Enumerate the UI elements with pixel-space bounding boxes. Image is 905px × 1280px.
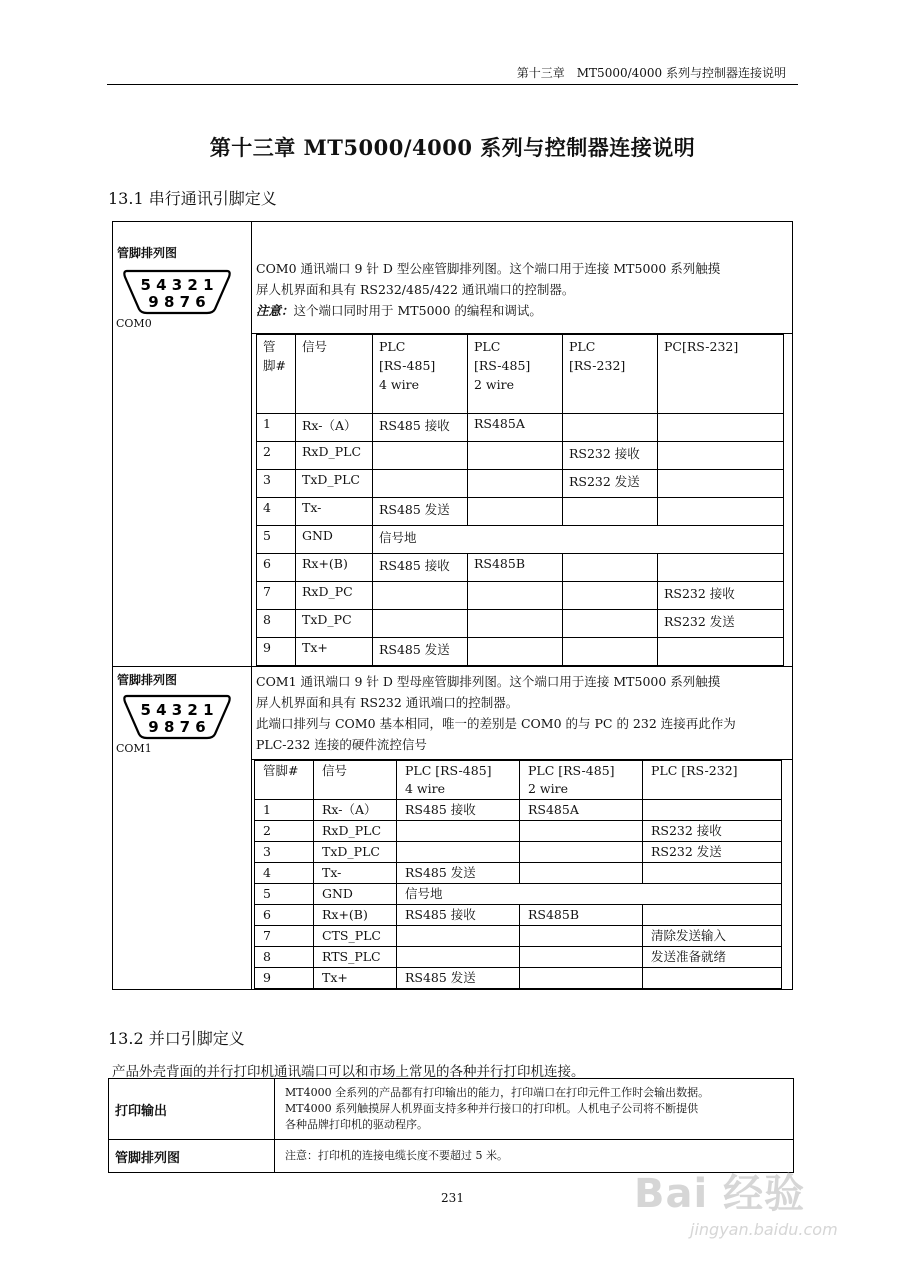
serial-pin-table	[112, 221, 793, 990]
table-cell: Rx-（A）	[314, 800, 397, 821]
table-cell	[373, 442, 468, 470]
table-cell	[520, 947, 643, 968]
pins-bottom-text: 9 8 7 6	[148, 718, 206, 736]
com0-note	[256, 300, 788, 321]
table-cell: RS485 接收	[373, 554, 468, 582]
table-cell	[468, 638, 563, 666]
pin-diagram-note: 注意：打印机的连接电缆长度不要超过 5 米。	[275, 1140, 794, 1173]
table-row	[257, 582, 784, 610]
section-title-13-1: 13.1 串行通讯引脚定义	[108, 189, 277, 208]
table-cell: 信号地	[397, 884, 782, 905]
print-desc-line: 各种品牌打印机的驱动程序。	[285, 1118, 428, 1131]
table-row	[255, 842, 782, 863]
table-cell: RS232 发送	[658, 610, 784, 638]
table-cell: 9	[255, 968, 314, 989]
table-cell	[397, 842, 520, 863]
pin-diagram-label: 管脚排列图	[109, 1140, 275, 1173]
header-cell: PLC [RS-485] 2 wire	[520, 761, 643, 800]
print-output-label: 打印输出	[109, 1079, 275, 1140]
print-output-row	[109, 1079, 794, 1140]
table-cell	[520, 968, 643, 989]
table-cell	[563, 554, 658, 582]
table-cell: RS485A	[520, 800, 643, 821]
com0-desc-line: 屏人机界面和具有 RS232/485/422 通讯端口的控制器。	[256, 282, 575, 297]
table-cell: 7	[255, 926, 314, 947]
table-row	[257, 414, 784, 442]
table-cell	[373, 610, 468, 638]
table-cell: 6	[257, 554, 296, 582]
table-cell: CTS_PLC	[314, 926, 397, 947]
table-cell	[373, 470, 468, 498]
table-cell	[658, 498, 784, 526]
watermark-brand: Bai 经验	[634, 1171, 806, 1217]
table-cell: Rx-（A）	[296, 414, 373, 442]
table-row	[257, 470, 784, 498]
table-row	[257, 638, 784, 666]
pins-top-text: 5 4 3 2 1	[140, 276, 214, 294]
header-cell: PLC [RS-485] 4 wire	[373, 335, 468, 414]
table-cell	[563, 414, 658, 442]
header-cell: 信号	[314, 761, 397, 800]
table-cell	[397, 926, 520, 947]
table-cell: Tx+	[296, 638, 373, 666]
com0-desc-line: COM0 通讯端口 9 针 D 型公座管脚排列图。这个端口用于连接 MT5000 系列触摸	[256, 261, 721, 276]
table-cell: RS485 发送	[373, 638, 468, 666]
table-cell	[658, 638, 784, 666]
com0-block	[113, 222, 793, 334]
com0-pin-table	[256, 334, 784, 666]
com1-block	[113, 667, 793, 760]
table-header-row	[257, 335, 784, 414]
table-cell: 8	[257, 610, 296, 638]
table-cell: 发送准备就绪	[643, 947, 782, 968]
table-cell: 3	[257, 470, 296, 498]
table-header-row	[255, 761, 782, 800]
table-cell: 9	[257, 638, 296, 666]
table-row	[255, 800, 782, 821]
table-cell: GND	[296, 526, 373, 554]
table-cell: GND	[314, 884, 397, 905]
com1-pin-table	[254, 760, 782, 989]
table-cell: Tx+	[314, 968, 397, 989]
table-cell	[563, 498, 658, 526]
table-cell: RS485A	[468, 414, 563, 442]
pins-top-text: 5 4 3 2 1	[140, 701, 214, 719]
table-cell: RS232 接收	[563, 442, 658, 470]
table-cell: RS485 接收	[397, 800, 520, 821]
header-cell: 信号	[296, 335, 373, 414]
com1-pin-cell	[252, 760, 793, 990]
table-cell	[643, 905, 782, 926]
table-cell	[468, 442, 563, 470]
table-cell: RS232 接收	[658, 582, 784, 610]
com0-pin-label: 管脚排列图	[117, 246, 178, 260]
table-cell: 清除发送输入	[643, 926, 782, 947]
db9-connector-icon	[121, 692, 233, 742]
table-cell: TxD_PC	[296, 610, 373, 638]
table-cell	[520, 842, 643, 863]
table-cell	[397, 947, 520, 968]
table-cell: 2	[257, 442, 296, 470]
header-cell: PC[RS-232]	[658, 335, 784, 414]
table-cell: 2	[255, 821, 314, 842]
com1-desc-line: 屏人机界面和具有 RS232 通讯端口的控制器。	[256, 695, 519, 710]
com0-pin-cell	[252, 334, 793, 667]
running-header: 第十三章 MT5000/4000 系列与控制器连接说明	[516, 66, 786, 80]
print-desc-line: MT4000 系列触摸屏人机界面支持多种并行接口的打印机。人机电子公司将不断提供	[285, 1102, 699, 1115]
table-cell: TxD_PLC	[296, 470, 373, 498]
com1-desc-cell	[252, 667, 793, 760]
page-number: 231	[441, 1191, 464, 1205]
table-cell: RS232 接收	[643, 821, 782, 842]
table-row	[257, 526, 784, 554]
table-cell	[658, 470, 784, 498]
table-row	[257, 610, 784, 638]
table-cell: 4	[255, 863, 314, 884]
table-row	[255, 926, 782, 947]
header-cell: PLC [RS-485] 4 wire	[397, 761, 520, 800]
com1-port-name: COM1	[116, 742, 152, 755]
header-cell: 管脚#	[255, 761, 314, 800]
table-cell	[373, 582, 468, 610]
com0-description	[252, 222, 792, 333]
table-cell: 5	[255, 884, 314, 905]
table-cell: 5	[257, 526, 296, 554]
com0-left-cell	[113, 222, 252, 667]
table-cell	[563, 638, 658, 666]
table-cell: RxD_PLC	[314, 821, 397, 842]
table-cell: Rx+(B)	[314, 905, 397, 926]
table-cell	[643, 800, 782, 821]
table-cell: RS485B	[468, 554, 563, 582]
header-cell: 管 脚#	[257, 335, 296, 414]
table-cell: RTS_PLC	[314, 947, 397, 968]
section-title-13-2: 13.2 并口引脚定义	[108, 1029, 245, 1048]
table-cell: Tx-	[314, 863, 397, 884]
table-cell: RS485 接收	[397, 905, 520, 926]
table-cell	[658, 554, 784, 582]
table-cell	[643, 863, 782, 884]
table-cell: RS485 发送	[373, 498, 468, 526]
table-cell: 3	[255, 842, 314, 863]
table-cell	[468, 582, 563, 610]
header-cell: PLC [RS-232]	[563, 335, 658, 414]
table-cell	[643, 968, 782, 989]
table-row	[255, 968, 782, 989]
com1-description	[252, 667, 792, 759]
section2-intro: 产品外壳背面的并行打印机通讯端口可以和市场上常见的各种并行打印机连接。	[112, 1064, 585, 1080]
com1-pin-label: 管脚排列图	[117, 673, 178, 687]
table-cell	[468, 610, 563, 638]
table-cell	[520, 926, 643, 947]
header-cell: PLC [RS-232]	[643, 761, 782, 800]
table-cell	[563, 582, 658, 610]
table-cell	[658, 442, 784, 470]
header-cell: PLC [RS-485] 2 wire	[468, 335, 563, 414]
watermark-url: jingyan.baidu.com	[690, 1220, 838, 1239]
table-cell: 4	[257, 498, 296, 526]
table-cell	[658, 414, 784, 442]
table-cell	[520, 821, 643, 842]
table-cell: 信号地	[373, 526, 784, 554]
table-row	[257, 554, 784, 582]
baidu-watermark	[622, 1150, 892, 1270]
table-row	[257, 442, 784, 470]
table-cell: 7	[257, 582, 296, 610]
table-row	[255, 905, 782, 926]
table-cell: RxD_PLC	[296, 442, 373, 470]
table-cell: 8	[255, 947, 314, 968]
table-row	[255, 884, 782, 905]
table-cell	[563, 610, 658, 638]
table-cell	[397, 821, 520, 842]
print-desc-line: MT4000 全系列的产品都有打印输出的能力，打印端口在打印元件工作时会输出数据。	[285, 1086, 710, 1099]
chapter-title: 第十三章 MT5000/4000 系列与控制器连接说明	[209, 135, 696, 160]
table-cell: RS485B	[520, 905, 643, 926]
table-cell: RS485 发送	[397, 863, 520, 884]
com0-port-name: COM0	[116, 317, 152, 330]
com0-desc-cell	[252, 222, 793, 334]
pins-bottom-text: 9 8 7 6	[148, 293, 206, 311]
header-rule	[107, 84, 798, 85]
com1-left-cell	[113, 667, 252, 990]
table-cell: 1	[257, 414, 296, 442]
com1-desc-line: PLC-232 连接的硬件流控信号	[256, 737, 427, 752]
table-cell: RS232 发送	[563, 470, 658, 498]
table-cell: Tx-	[296, 498, 373, 526]
table-cell	[468, 498, 563, 526]
table-row	[255, 863, 782, 884]
table-row	[255, 947, 782, 968]
table-cell: RS232 发送	[643, 842, 782, 863]
table-cell: 1	[255, 800, 314, 821]
table-cell	[468, 470, 563, 498]
table-row	[255, 821, 782, 842]
note-key: 注意：	[256, 303, 294, 318]
print-output-desc	[275, 1079, 794, 1140]
db9-connector-icon	[121, 267, 233, 317]
table-cell: RxD_PC	[296, 582, 373, 610]
note-text: 这个端口同时用于 MT5000 的编程和调试。	[293, 303, 542, 318]
table-cell: RS485 接收	[373, 414, 468, 442]
table-cell: Rx+(B)	[296, 554, 373, 582]
table-cell: 6	[255, 905, 314, 926]
table-cell	[520, 863, 643, 884]
table-cell: TxD_PLC	[314, 842, 397, 863]
table-cell: RS485 发送	[397, 968, 520, 989]
table-row	[257, 498, 784, 526]
com1-desc-line: 此端口排列与 COM0 基本相同，唯一的差别是 COM0 的与 PC 的 232 连接再此作为	[256, 716, 736, 731]
com1-desc-line: COM1 通讯端口 9 针 D 型母座管脚排列图。这个端口用于连接 MT5000 系列触摸	[256, 674, 721, 689]
